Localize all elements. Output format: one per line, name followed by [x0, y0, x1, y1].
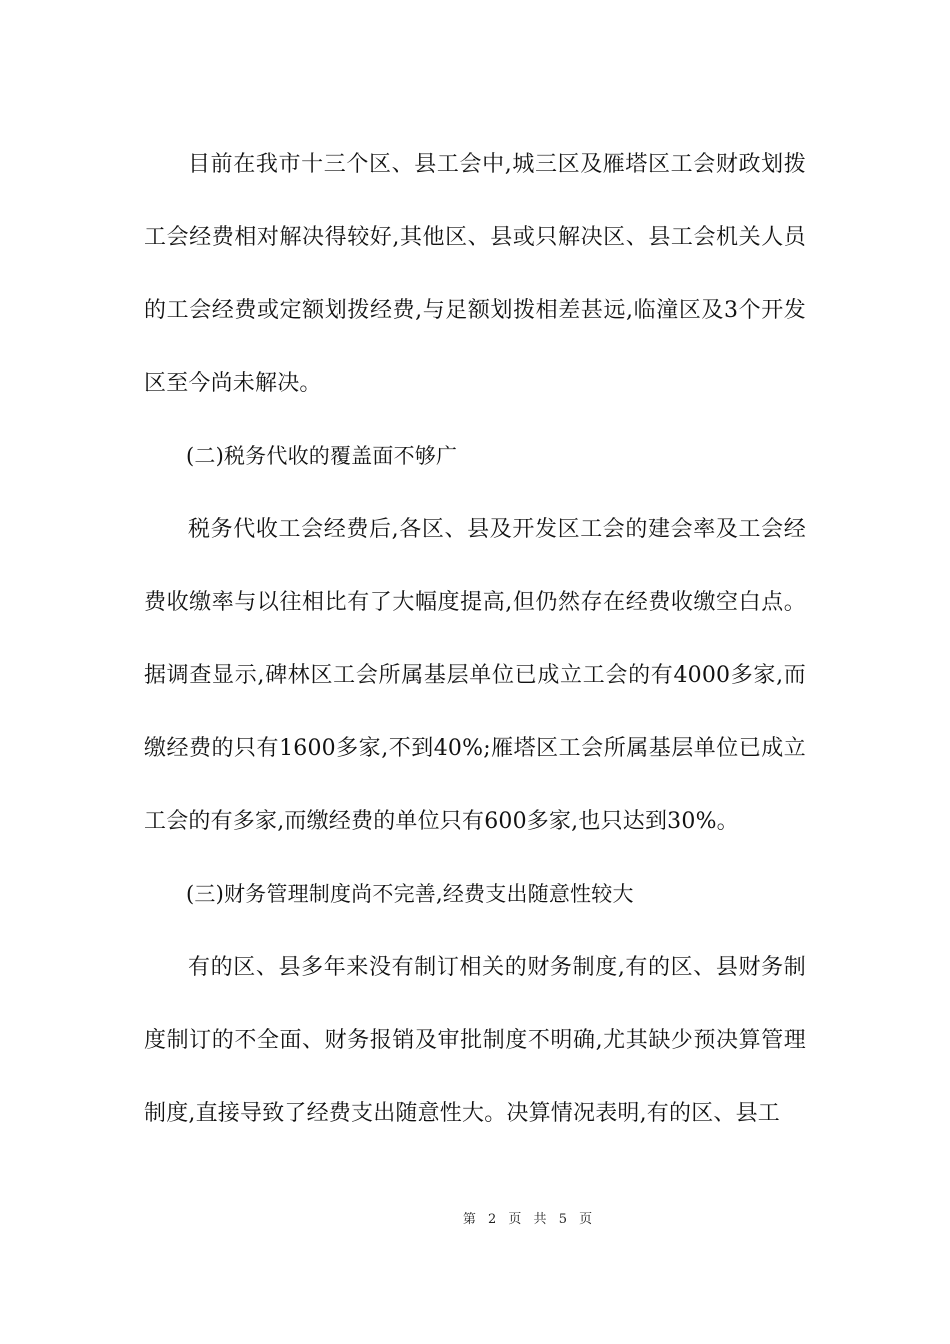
section-heading-tax-collection: (二)税务代收的覆盖面不够广 [186, 444, 458, 468]
page-number-footer: 第 2 页 共 5 页 [462, 1212, 594, 1227]
paragraph-tax-collection: 税务代收工会经费后,各区、县及开发区工会的建会率及工会经费收缴率与以往相比有了大幅度提高,但仍然存在经费收缴空白点。据调查显示,碑林区工会所属基层单位已成立工会的有4000多家,而缴经费的只有1600多家,不到40%;雁塔区工会所属基层单位已成立工会的有多家,而缴经费的单位只有600多家,也只达到30%。 [144, 517, 806, 834]
document-body [144, 128, 806, 1150]
paragraph-funding-status: 目前在我市十三个区、县工会中,城三区及雁塔区工会财政划拨工会经费相对解决得较好,其他区、县或只解决区、县工会机关人员的工会经费或定额划拨经费,与足额划拨相差甚远,临潼区及3个开发区至今尚未解决。 [144, 152, 806, 396]
paragraph-financial-management: 有的区、县多年来没有制订相关的财务制度,有的区、县财务制度制订的不全面、财务报销及审批制度不明确,尤其缺少预决算管理制度,直接导致了经费支出随意性大。决算情况表明,有的区、县工 [144, 955, 806, 1126]
section-heading-financial-management: (三)财务管理制度尚不完善,经费支出随意性较大 [186, 882, 634, 906]
